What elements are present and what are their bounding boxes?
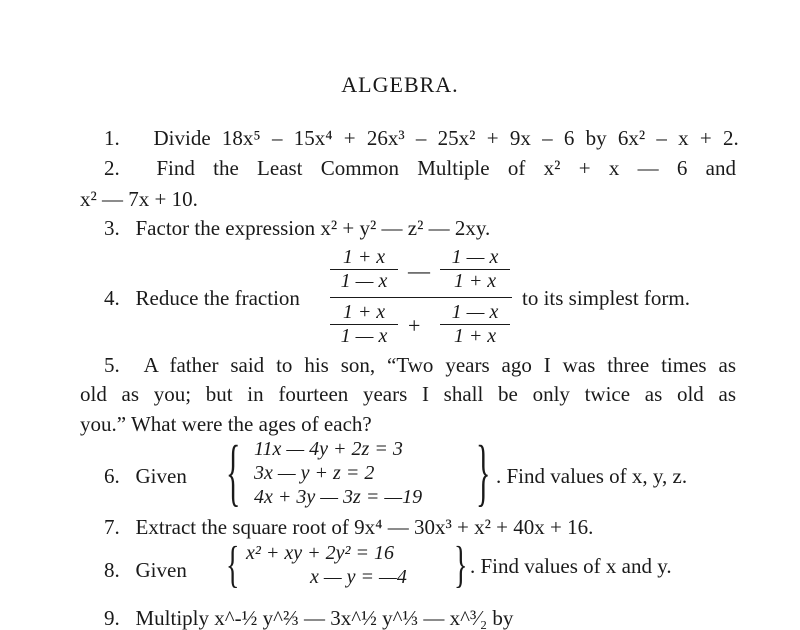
problem-4-prefix	[104, 288, 300, 309]
problem-number: 4.	[104, 286, 120, 310]
page-title: ALGEBRA.	[341, 72, 459, 97]
denominator: 1 + x	[440, 324, 510, 348]
problem-5-line-2: old as you; but in fourteen years I shall be only twice as old as	[80, 382, 736, 406]
fraction-top-right	[440, 246, 510, 293]
problem-7	[104, 517, 593, 538]
equation-2: x — y = —4	[310, 566, 407, 588]
problem-2-line-1	[104, 158, 736, 179]
problem-number: 5.	[104, 353, 120, 377]
problem-6-prefix	[104, 466, 187, 487]
problem-number: 6.	[104, 464, 120, 488]
problem-number: 3.	[104, 216, 120, 240]
equation-1: x² + xy + 2y² = 16	[246, 542, 394, 564]
problem-3	[104, 218, 490, 239]
equation-2: 3x — y + z = 2	[254, 462, 375, 484]
problem-5-line-1	[104, 355, 736, 376]
fraction-bottom-left	[330, 301, 398, 348]
left-brace-icon: {	[226, 432, 241, 515]
problem-text: Divide 18x⁵ – 15x⁴ + 26x³ – 25x² + 9x – 6 by 6x² – x + 2.	[153, 126, 739, 150]
denominator: 1 — x	[330, 324, 398, 348]
problem-text: Reduce the fraction	[135, 286, 300, 310]
problem-number: 1.	[104, 126, 120, 150]
equation-3: 4x + 3y — 3z = —19	[254, 486, 423, 508]
problem-text: Multiply x^-½ y^⅔ — 3x^½ y^⅓ — x^³⁄₂ by	[135, 606, 514, 630]
problem-4-suffix: to its simplest form.	[522, 286, 690, 310]
main-fraction-bar	[330, 297, 512, 298]
problem-6-suffix: . Find values of x, y, z.	[496, 464, 688, 488]
left-brace-icon: {	[226, 538, 240, 594]
equation-system-8	[226, 538, 476, 594]
denominator: 1 + x	[440, 269, 510, 293]
fraction-top-left	[330, 246, 398, 293]
numerator: 1 — x	[451, 301, 499, 323]
problem-number: 8.	[104, 558, 120, 582]
problem-text: Given	[135, 464, 187, 488]
complex-fraction	[330, 246, 515, 346]
problem-number: 9.	[104, 606, 120, 630]
problem-8-suffix: . Find values of x and y.	[470, 554, 672, 578]
right-brace-icon: }	[454, 538, 468, 594]
problem-9	[104, 608, 513, 629]
problem-text: Find the Least Common Multiple of x² + x — 6 and	[156, 156, 736, 180]
operator-plus: +	[408, 313, 421, 338]
problem-text: Extract the square root of 9x⁴ — 30x³ + x² + 40x + 16.	[135, 515, 594, 539]
numerator: 1 + x	[342, 246, 386, 268]
problem-8-prefix	[104, 560, 187, 581]
equation-1: 11x — 4y + 2z = 3	[254, 438, 403, 460]
operator-minus: —	[408, 258, 430, 283]
fraction-bottom-right	[440, 301, 510, 348]
problem-text: Given	[135, 558, 187, 582]
problem-1	[104, 128, 739, 149]
problem-text: Factor the expression x² + y² — z² — 2xy.	[135, 216, 491, 240]
equation-system-6	[226, 432, 496, 515]
problem-text: A father said to his son, “Two years ago I was three times as	[143, 353, 736, 377]
problem-2-line-2: x² — 7x + 10.	[80, 187, 198, 211]
problem-5-line-3: you.” What were the ages of each?	[80, 412, 372, 436]
numerator: 1 + x	[342, 301, 386, 323]
right-brace-icon: }	[476, 432, 491, 515]
numerator: 1 — x	[451, 246, 499, 268]
problem-number: 2.	[104, 156, 120, 180]
problem-number: 7.	[104, 515, 120, 539]
denominator: 1 — x	[330, 269, 398, 293]
